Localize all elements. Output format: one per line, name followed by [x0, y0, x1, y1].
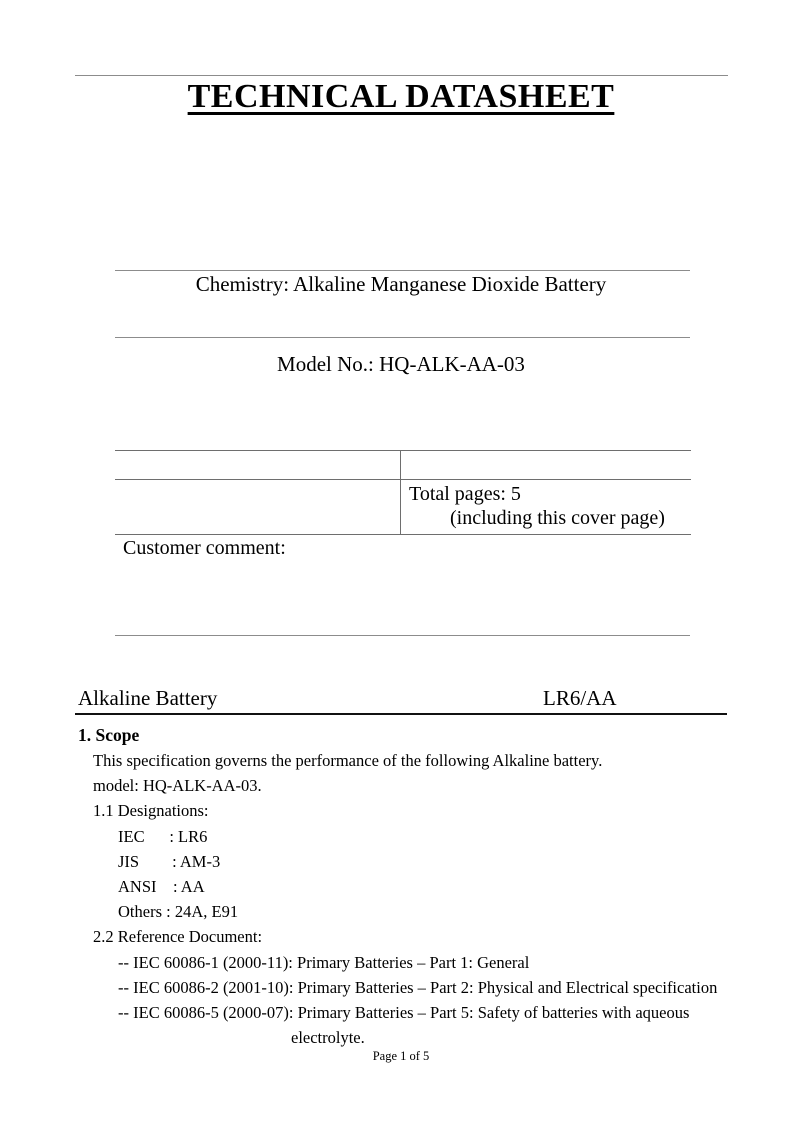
cover-info-table	[115, 450, 691, 535]
total-pages-cell	[409, 482, 665, 530]
body-line: This specification governs the performance of the following Alkaline battery.	[93, 751, 603, 770]
scope-section-heading: 1. Scope	[78, 725, 140, 745]
chemistry-line: Chemistry: Alkaline Manganese Dioxide Battery	[195, 272, 607, 296]
total-pages-note: (including this cover page)	[450, 507, 665, 529]
reference-item: -- IEC 60086-1 (2000-11): Primary Batteries – Part 1: General	[118, 952, 530, 972]
reference-item-continuation: electrolyte.	[291, 1028, 365, 1048]
chemistry-top-rule	[115, 270, 690, 271]
designation-jis: JIS : AM-3	[118, 851, 221, 871]
battery-size: LR6/AA	[543, 686, 617, 710]
customer-comment-label: Customer comment:	[123, 537, 286, 559]
reference-item: -- IEC 60086-2 (2001-10): Primary Batteries – Part 2: Physical and Electrical specification	[118, 977, 718, 997]
model-number-line: Model No.: HQ-ALK-AA-03	[277, 352, 525, 376]
table-middle-rule	[115, 479, 691, 480]
chemistry-bottom-rule	[115, 337, 690, 338]
reference-document-heading: 2.2 Reference Document:	[93, 927, 263, 947]
document-title: TECHNICAL DATASHEET	[187, 78, 615, 115]
table-vertical-divider	[400, 451, 401, 534]
product-name: Alkaline Battery	[78, 686, 218, 710]
body-line-designations-heading: 1.1 Designations:	[93, 801, 209, 821]
page-footer: Page 1 of 5	[372, 1049, 430, 1063]
designation-others: Others : 24A, E91	[118, 902, 239, 922]
top-rule	[75, 75, 728, 76]
designation-ansi: ANSI : AA	[118, 877, 205, 897]
section-divider-rule	[75, 713, 727, 715]
cover-bottom-rule	[115, 635, 690, 636]
total-pages-text: Total pages: 5	[409, 483, 521, 505]
body-line: model: HQ-ALK-AA-03.	[93, 776, 262, 796]
designation-iec: IEC : LR6	[118, 826, 208, 846]
reference-item: -- IEC 60086-5 (2000-07): Primary Batteries – Part 5: Safety of batteries with aqueous	[118, 1003, 690, 1023]
scope-body	[0, 748, 802, 1050]
